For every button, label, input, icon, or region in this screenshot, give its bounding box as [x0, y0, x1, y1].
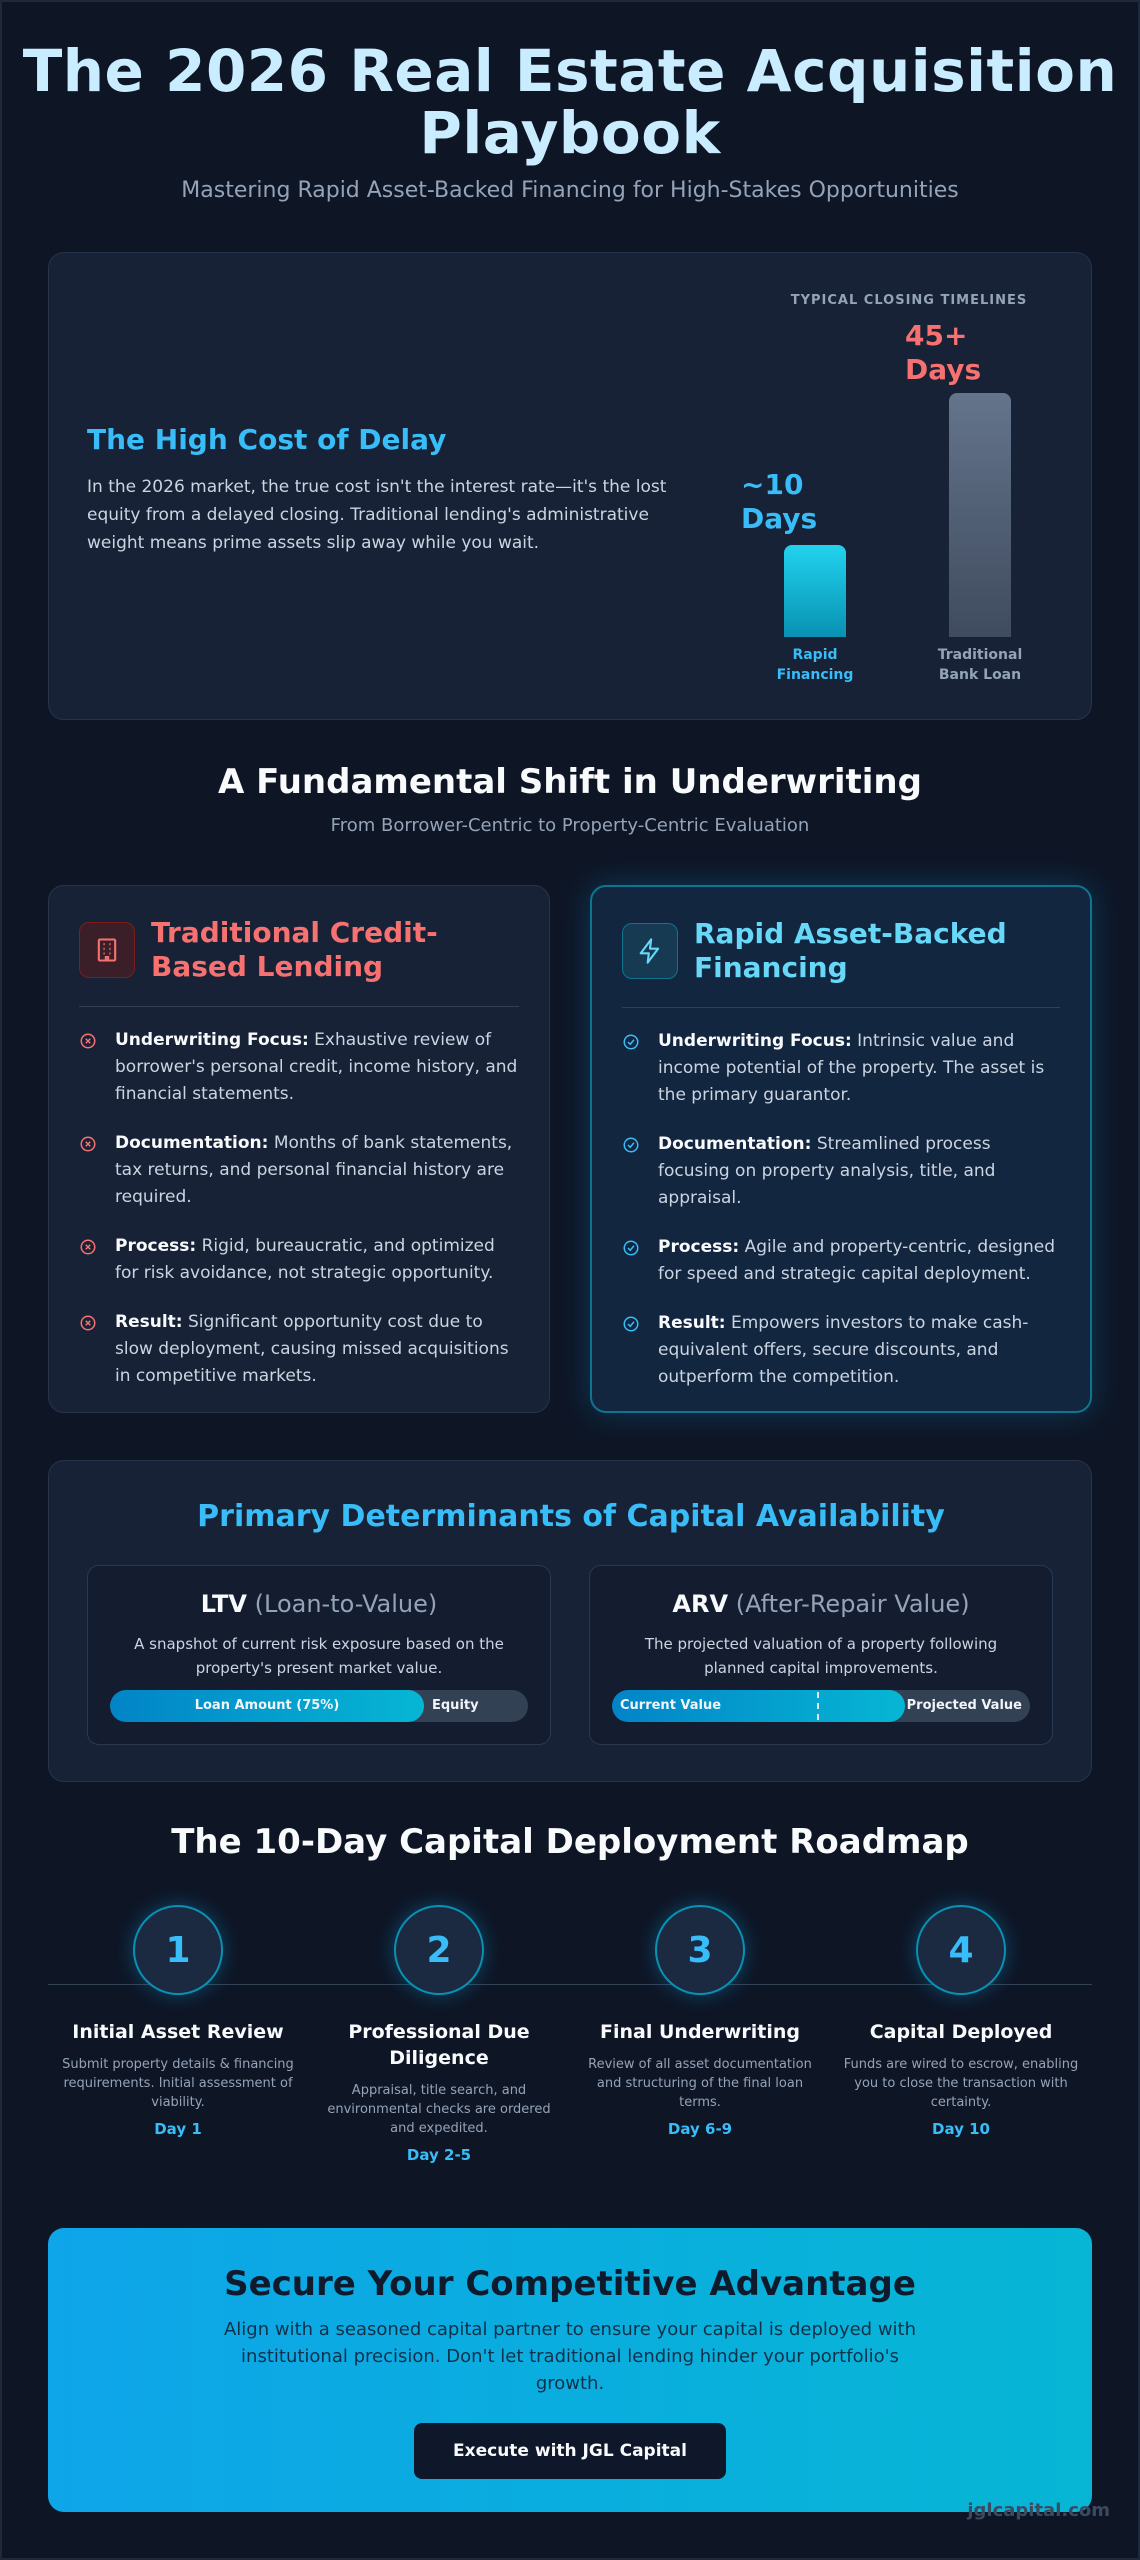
ltv-meter: [110, 1690, 528, 1722]
step-day: Day 2-5: [406, 2146, 472, 2164]
item-label: Result:: [115, 1312, 183, 1332]
shift-subtitle: From Borrower-Centric to Property-Centric Evaluation: [330, 815, 810, 836]
roadmap-title: The 10-Day Capital Deployment Roadmap: [171, 1822, 969, 1862]
roadmap-step: [830, 1905, 1092, 2138]
item-text: Agile and property-centric, designed for speed and strategic capital deployment.: [658, 1237, 1056, 1284]
chart-title: TYPICAL CLOSING TIMELINES: [790, 293, 1028, 308]
list-item: [79, 1130, 519, 1211]
x-circle-icon: [79, 1130, 99, 1211]
roadmap-step: [569, 1905, 831, 2138]
item-text: Exhaustive review of borrower's personal credit, income history, and financial statements.: [115, 1030, 518, 1104]
list-item: [622, 1234, 1060, 1288]
determinants-title: Primary Determinants of Capital Availability: [197, 1499, 945, 1534]
cta-section: [48, 2228, 1092, 2512]
arv-title: ARV (After-Repair Value): [672, 1590, 970, 1618]
rapid-list: [622, 1028, 1060, 1391]
item-text: Intrinsic value and income potential of the property. The asset is the primary guarantor.: [658, 1031, 1045, 1105]
delay-section: [48, 252, 1092, 720]
item-text: Rigid, bureaucratic, and optimized for risk avoidance, not strategic opportunity.: [115, 1236, 495, 1283]
page-title: The 2026 Real Estate Acquisition Playbook: [22, 37, 1118, 167]
arv-fill-label: Current Value: [620, 1698, 722, 1713]
step-day: Day 6-9: [667, 2120, 733, 2138]
traditional-card-header: [79, 916, 519, 1007]
step-number: 1: [133, 1905, 223, 1995]
arv-meter: [612, 1690, 1030, 1722]
step-number: 2: [394, 1905, 484, 1995]
traditional-card-title: Traditional Credit-Based Lending: [151, 916, 438, 983]
item-label: Underwriting Focus:: [658, 1031, 852, 1051]
list-item: [79, 1309, 519, 1390]
list-item: [79, 1233, 519, 1287]
footer-site[interactable]: jglcapital.com: [967, 2500, 1110, 2521]
bar-label-traditional: Traditional Bank Loan: [937, 647, 1023, 683]
building-icon: [79, 922, 135, 978]
step-description: Submit property details & financing requirements. Initial assessment of viability.: [62, 2057, 294, 2110]
step-title: Capital Deployed: [869, 2021, 1053, 2043]
item-label: Underwriting Focus:: [115, 1030, 309, 1050]
item-text: Significant opportunity cost due to slow deployment, causing missed acquisitions in competitive markets.: [115, 1312, 509, 1386]
page-subtitle: Mastering Rapid Asset-Backed Financing for High-Stakes Opportunities: [181, 178, 959, 203]
item-label: Documentation:: [115, 1133, 269, 1153]
step-number: 4: [916, 1905, 1006, 1995]
step-title: Professional Due Diligence: [348, 2021, 530, 2069]
bar-value-rapid: ~10 Days: [741, 468, 818, 535]
check-circle-icon: [622, 1310, 642, 1391]
bar-rapid: [784, 545, 846, 637]
item-label: Process:: [658, 1237, 740, 1257]
rapid-card-title: Rapid Asset-Backed Financing: [694, 917, 1007, 984]
roadmap-step: [308, 1905, 570, 2164]
cta-button[interactable]: Execute with JGL Capital: [414, 2423, 726, 2479]
ltv-description: A snapshot of current risk exposure based on the property's present market value.: [134, 1635, 504, 1677]
step-number: 3: [655, 1905, 745, 1995]
delay-body: In the 2026 market, the true cost isn't the interest rate—it's the lost equity from a delayed closing. Traditional lending's administrative weight means prime assets slip away while you wait.: [87, 477, 667, 553]
determinants-section: [48, 1460, 1092, 1782]
x-circle-icon: [79, 1233, 99, 1287]
item-label: Documentation:: [658, 1134, 812, 1154]
lightning-icon: [622, 923, 678, 979]
cta-title: Secure Your Competitive Advantage: [224, 2264, 916, 2304]
arv-description: The projected valuation of a property following planned capital improvements.: [644, 1635, 998, 1677]
ltv-fill-label: Loan Amount (75%): [194, 1698, 340, 1713]
item-text: Empowers investors to make cash-equivalent offers, secure discounts, and outperform the competition.: [658, 1313, 1029, 1387]
x-circle-icon: [79, 1027, 99, 1108]
check-circle-icon: [622, 1028, 642, 1109]
traditional-list: [79, 1027, 519, 1390]
ltv-title: LTV (Loan-to-Value): [200, 1590, 438, 1618]
item-label: Process:: [115, 1236, 197, 1256]
ltv-card: [87, 1565, 551, 1745]
check-circle-icon: [622, 1234, 642, 1288]
step-title: Final Underwriting: [600, 2021, 800, 2043]
bar-value-traditional: 45+ Days: [905, 319, 982, 386]
bar-traditional: [949, 393, 1011, 637]
rapid-card: [590, 885, 1092, 1413]
list-item: [79, 1027, 519, 1108]
delay-heading: The High Cost of Delay: [87, 423, 447, 456]
step-description: Funds are wired to escrow, enabling you to close the transaction with certainty.: [843, 2057, 1079, 2110]
item-text: Streamlined process focusing on property analysis, title, and appraisal.: [658, 1134, 996, 1208]
check-circle-icon: [622, 1131, 642, 1212]
arv-current-marker: [817, 1692, 819, 1720]
list-item: [622, 1028, 1060, 1109]
step-day: Day 1: [154, 2120, 202, 2138]
roadmap-step: [47, 1905, 309, 2138]
item-text: Months of bank statements, tax returns, and personal financial history are required.: [115, 1133, 513, 1207]
cta-body: Align with a seasoned capital partner to ensure your capital is deployed with institutional precision. Don't let traditional lending hinder your portfolio's growth.: [223, 2319, 917, 2394]
step-day: Day 10: [932, 2120, 990, 2138]
traditional-card: [48, 885, 550, 1413]
x-circle-icon: [79, 1309, 99, 1390]
ltv-rest-label: Equity: [432, 1698, 479, 1713]
arv-card: [589, 1565, 1053, 1745]
step-description: Review of all asset documentation and structuring of the final loan terms.: [588, 2057, 812, 2110]
step-description: Appraisal, title search, and environmental checks are ordered and expedited.: [327, 2083, 551, 2136]
item-label: Result:: [658, 1313, 726, 1333]
list-item: [622, 1131, 1060, 1212]
shift-title: A Fundamental Shift in Underwriting: [218, 762, 922, 802]
rapid-card-header: [622, 917, 1060, 1008]
arv-rest-label: Projected Value: [906, 1698, 1022, 1713]
list-item: [622, 1310, 1060, 1391]
bar-label-rapid: Rapid Financing: [776, 647, 854, 683]
step-title: Initial Asset Review: [72, 2021, 284, 2043]
